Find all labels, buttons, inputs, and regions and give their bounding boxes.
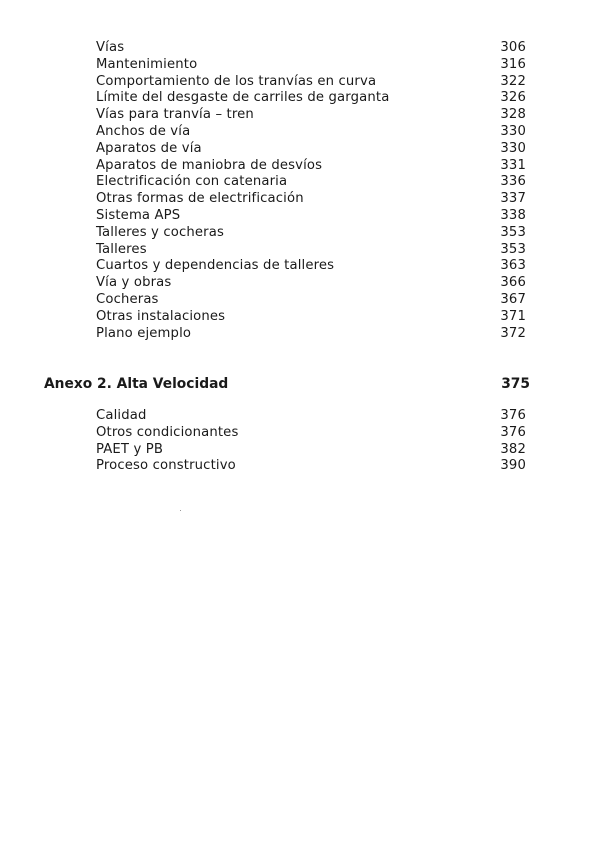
toc-entry-page: 337 — [500, 191, 526, 207]
toc-entry-title: Calidad — [96, 408, 147, 423]
toc-entry-title: Cocheras — [96, 291, 159, 307]
toc-entry — [0, 425, 600, 442]
annex-heading — [0, 374, 600, 394]
toc-entry-page: 390 — [500, 458, 526, 474]
toc-entry-page: 353 — [500, 241, 526, 257]
toc-entry-page: 353 — [500, 224, 526, 240]
toc-entry — [0, 458, 600, 475]
toc-entry — [0, 158, 600, 175]
toc-entry-title: Talleres — [96, 241, 147, 257]
toc-entry — [0, 107, 600, 124]
toc-entry — [0, 225, 600, 242]
toc-entry-page: 322 — [500, 73, 526, 89]
toc-entry — [0, 242, 600, 259]
toc-entry-page: 330 — [500, 123, 526, 139]
annex-page: 375 — [501, 376, 530, 392]
toc-entry-title: Cuartos y dependencias de talleres — [96, 258, 335, 274]
toc-entry-page: 316 — [500, 56, 526, 72]
toc-entry-title: Otras instalaciones — [96, 308, 226, 324]
toc-entry — [0, 174, 600, 191]
toc-entry-page: 372 — [500, 325, 526, 341]
toc-entry-page: 328 — [500, 107, 526, 123]
toc-entry — [0, 275, 600, 292]
toc-entry — [0, 408, 600, 425]
toc-entry-page: 371 — [500, 308, 526, 324]
toc-entry — [0, 258, 600, 275]
toc-entry-title: PAET y PB — [96, 441, 164, 457]
toc-entry-page: 367 — [500, 291, 526, 307]
toc-entry-page: 306 — [500, 40, 526, 55]
toc-entry-page: 326 — [500, 90, 526, 106]
toc-entry-title: Electrificación con catenaria — [96, 174, 288, 190]
toc-entry-title: Aparatos de vía — [96, 140, 202, 156]
toc-entry — [0, 124, 600, 141]
toc-entry — [0, 141, 600, 158]
toc-entry-page: 376 — [500, 424, 526, 440]
toc-entry-title: Proceso constructivo — [96, 458, 236, 474]
toc-entry — [0, 74, 600, 91]
toc-section-1 — [0, 40, 600, 342]
toc-entry-title: Sistema APS — [96, 207, 181, 223]
toc-entry-title: Límite del desgaste de carriles de garganta — [96, 90, 390, 106]
toc-entry-title: Otros condicionantes — [96, 424, 239, 440]
toc-entry-page: 336 — [500, 174, 526, 190]
toc-entry — [0, 309, 600, 326]
toc-entry — [0, 326, 600, 343]
toc-entry — [0, 57, 600, 74]
toc-entry — [0, 90, 600, 107]
toc-entry-page: 366 — [500, 275, 526, 291]
toc-entry-title: Talleres y cocheras — [96, 224, 224, 240]
toc-entry-page: 331 — [500, 157, 526, 173]
toc-entry-title: Plano ejemplo — [96, 325, 192, 341]
toc-entry-title: Comportamiento de los tranvías en curva — [96, 73, 377, 89]
toc-entry-title: Vías — [96, 40, 125, 55]
toc-entry — [0, 208, 600, 225]
toc-entry-page: 363 — [500, 258, 526, 274]
toc-entry-page: 382 — [500, 441, 526, 457]
toc-entry-title: Vías para tranvía – tren — [96, 107, 254, 123]
toc-entry-page: 338 — [500, 207, 526, 223]
toc-entry — [0, 292, 600, 309]
toc-entry — [0, 40, 600, 57]
toc-entry-title: Aparatos de maniobra de desvíos — [96, 157, 323, 173]
scan-speck — [180, 510, 181, 511]
toc-section-annex-2 — [0, 408, 600, 475]
toc-entry-title: Mantenimiento — [96, 56, 198, 72]
toc-entry-title: Anchos de vía — [96, 123, 191, 139]
toc-entry-page: 330 — [500, 140, 526, 156]
toc-entry-title: Vía y obras — [96, 275, 172, 291]
annex-title: Anexo 2. Alta Velocidad — [44, 376, 229, 392]
toc-entry-page: 376 — [500, 408, 526, 423]
toc-entry-title: Otras formas de electrificación — [96, 191, 304, 207]
toc-entry — [0, 191, 600, 208]
toc-entry — [0, 442, 600, 459]
